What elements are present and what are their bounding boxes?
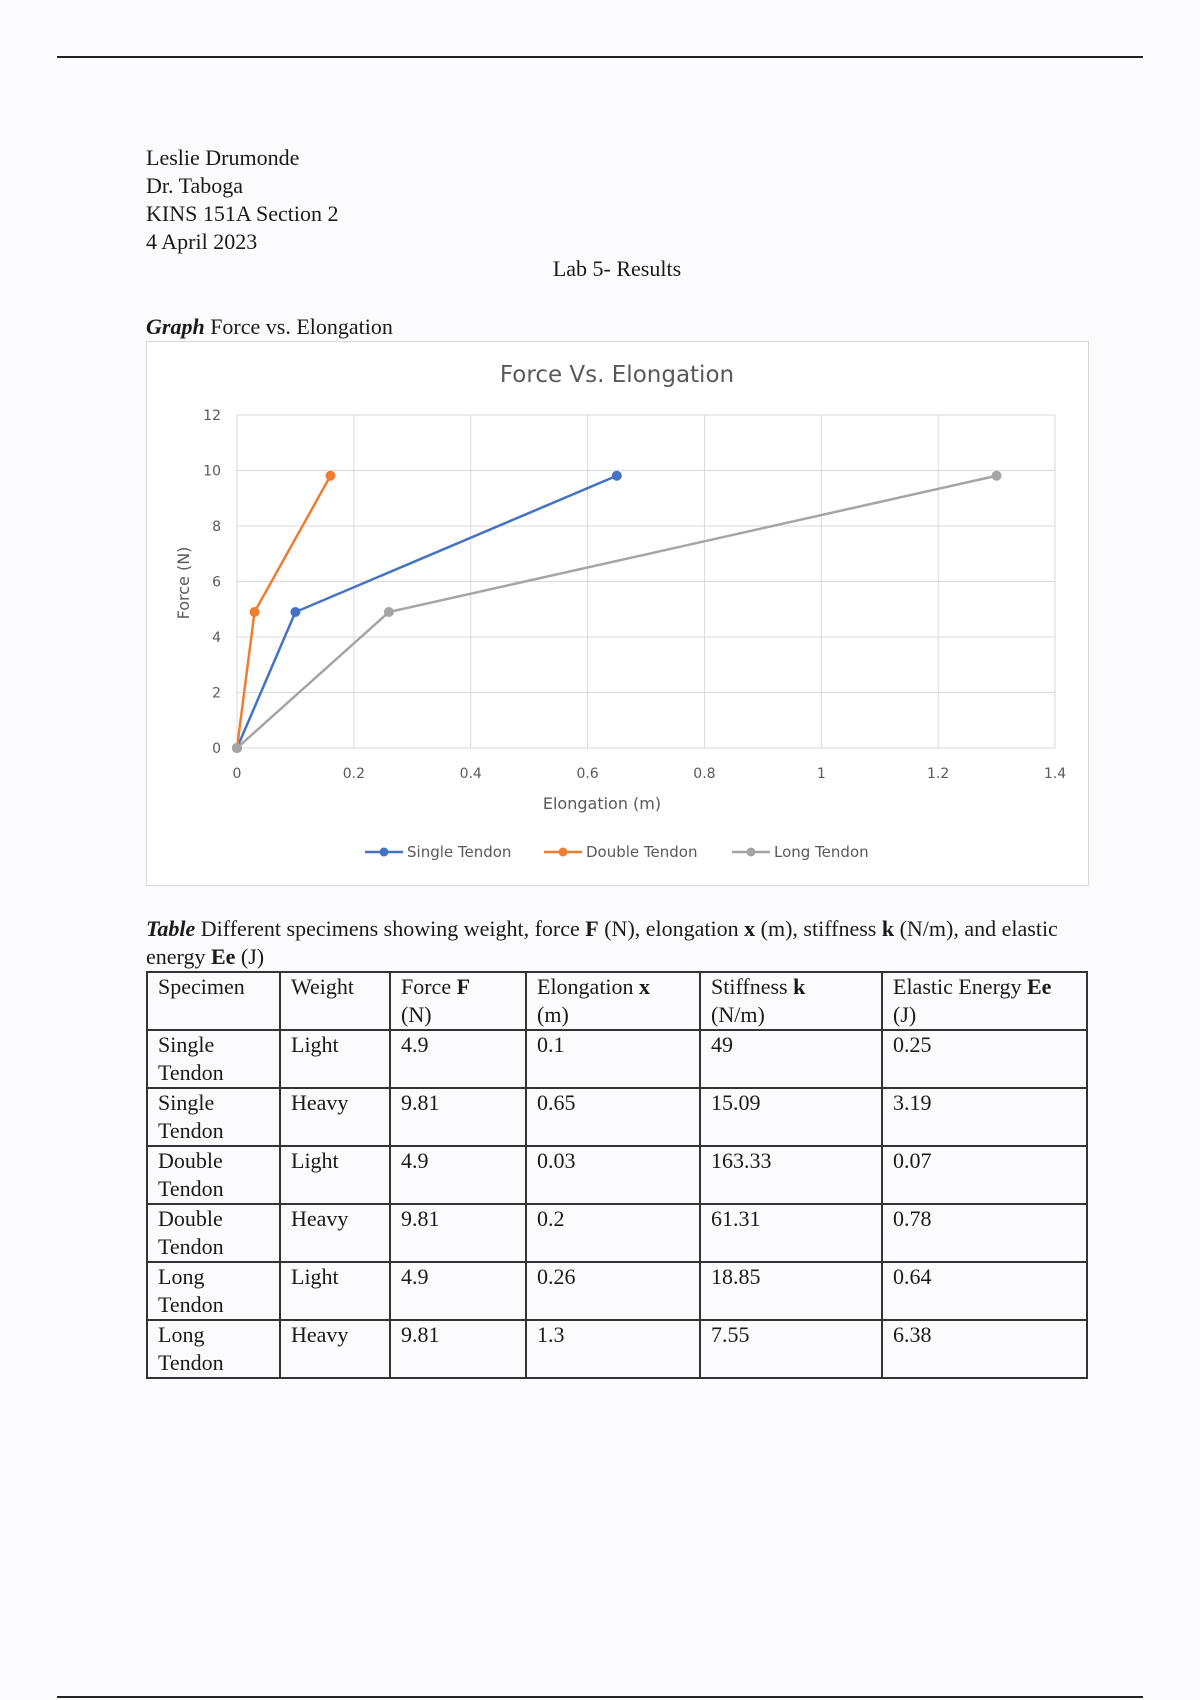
- table-caption-text: (m), stiffness: [760, 916, 877, 941]
- cell-elongation: 0.2: [526, 1204, 700, 1262]
- long-tendon-point: [992, 471, 1002, 481]
- y-tick-label: 2: [212, 685, 221, 702]
- header-elongation: Elongation x (m): [526, 972, 700, 1030]
- cell-force: 9.81: [390, 1204, 526, 1262]
- y-tick-label: 10: [203, 463, 221, 480]
- x-tick-label: 0.4: [459, 766, 482, 782]
- table-row: [147, 1030, 1087, 1088]
- top-rule: [57, 56, 1143, 58]
- document-date: 4 April 2023: [146, 229, 258, 254]
- course-name: KINS 151A Section 2: [146, 201, 339, 226]
- chart-container: [146, 341, 1089, 886]
- x-tick-label: 1.2: [927, 766, 950, 782]
- table-caption-text: Different specimens showing weight, force: [200, 916, 580, 941]
- single-tendon-legend-marker: [380, 848, 389, 857]
- cell-stiffness: 18.85: [700, 1262, 882, 1320]
- cell-specimen: Long Tendon: [147, 1262, 280, 1320]
- y-tick-labels: [203, 408, 221, 757]
- y-tick-label: 12: [203, 408, 221, 424]
- single-tendon-legend-label: Single Tendon: [407, 843, 512, 861]
- table-caption-elongation-symbol: x: [744, 916, 756, 941]
- cell-weight: Light: [280, 1030, 390, 1088]
- table-caption-text: (N/m), and elastic energy: [146, 916, 1058, 969]
- cell-force: 4.9: [390, 1146, 526, 1204]
- header-elastic-energy: Elastic Energy Ee (J): [882, 972, 1087, 1030]
- y-tick-label: 4: [212, 630, 221, 646]
- table-header-row: [147, 972, 1087, 1030]
- y-tick-label: 0: [212, 741, 221, 757]
- x-tick-label: 1: [816, 766, 826, 782]
- cell-elongation: 0.03: [526, 1146, 700, 1204]
- long-tendon-point: [384, 607, 394, 617]
- cell-specimen: Single Tendon: [147, 1088, 280, 1146]
- x-tick-label: 0.2: [342, 766, 365, 782]
- x-axis-label: Elongation (m): [542, 794, 662, 813]
- chart-legend: [365, 843, 869, 861]
- cell-elongation: 1.3: [526, 1320, 700, 1378]
- x-tick-label: 0.8: [693, 766, 716, 782]
- force-elongation-chart: [147, 342, 1088, 885]
- single-tendon-point: [290, 607, 300, 617]
- table-row: [147, 1262, 1087, 1320]
- cell-weight: Light: [280, 1146, 390, 1204]
- x-tick-label: 1.4: [1043, 766, 1067, 782]
- table-caption-text: (J): [240, 944, 265, 969]
- document-title: Lab 5- Results: [552, 256, 682, 281]
- table-row: [147, 1320, 1087, 1378]
- cell-force: 4.9: [390, 1030, 526, 1088]
- double-tendon-point: [325, 471, 335, 481]
- cell-elastic-energy: 6.38: [882, 1320, 1087, 1378]
- author-name: Leslie Drumonde: [146, 145, 300, 170]
- cell-stiffness: 49: [700, 1030, 882, 1088]
- cell-elastic-energy: 0.25: [882, 1030, 1087, 1088]
- table-caption-energy-symbol: Ee: [210, 944, 236, 969]
- chart-grid: [237, 415, 1055, 748]
- cell-elastic-energy: 0.78: [882, 1204, 1087, 1262]
- document-header: [146, 144, 339, 256]
- cell-weight: Heavy: [280, 1320, 390, 1378]
- table-row: [147, 1088, 1087, 1146]
- cell-force: 9.81: [390, 1088, 526, 1146]
- cell-stiffness: 15.09: [700, 1088, 882, 1146]
- x-tick-labels: [233, 766, 1067, 782]
- long-tendon-line: [237, 476, 997, 748]
- long-tendon-legend-label: Long Tendon: [774, 843, 869, 861]
- y-axis-label: Force (N): [174, 546, 193, 620]
- cell-specimen: Long Tendon: [147, 1320, 280, 1378]
- table-caption-force-symbol: F: [585, 916, 599, 941]
- cell-weight: Heavy: [280, 1088, 390, 1146]
- graph-caption-text: Force vs. Elongation: [210, 314, 393, 339]
- header-stiffness: Stiffness k (N/m): [700, 972, 882, 1030]
- cell-elongation: 0.65: [526, 1088, 700, 1146]
- y-tick-label: 8: [212, 519, 221, 535]
- header-force: Force F (N): [390, 972, 526, 1030]
- cell-weight: Light: [280, 1262, 390, 1320]
- y-tick-label: 6: [212, 574, 221, 591]
- cell-elastic-energy: 0.64: [882, 1262, 1087, 1320]
- table-caption-stiffness-symbol: k: [881, 916, 895, 941]
- x-tick-label: 0.6: [576, 766, 599, 782]
- table-row: [147, 1146, 1087, 1204]
- chart-title: Force Vs. Elongation: [499, 362, 735, 388]
- cell-elastic-energy: 0.07: [882, 1146, 1087, 1204]
- single-tendon-point: [612, 471, 622, 481]
- header-weight: Weight: [280, 972, 390, 1030]
- cell-elastic-energy: 3.19: [882, 1088, 1087, 1146]
- double-tendon-legend-label: Double Tendon: [586, 843, 698, 861]
- instructor-name: Dr. Taboga: [146, 173, 244, 198]
- chart-series: [232, 471, 1002, 753]
- cell-elongation: 0.1: [526, 1030, 700, 1088]
- double-tendon-legend-marker: [559, 848, 568, 857]
- header-specimen: Specimen: [147, 972, 280, 1030]
- cell-stiffness: 7.55: [700, 1320, 882, 1378]
- table-caption-lead: Table: [146, 916, 196, 941]
- results-table: [146, 971, 1088, 1379]
- long-tendon-point: [232, 743, 242, 753]
- cell-elongation: 0.26: [526, 1262, 700, 1320]
- cell-stiffness: 163.33: [700, 1146, 882, 1204]
- cell-specimen: Double Tendon: [147, 1204, 280, 1262]
- cell-specimen: Single Tendon: [147, 1030, 280, 1088]
- bottom-rule: [57, 1696, 1143, 1698]
- graph-caption-lead: Graph: [146, 314, 205, 339]
- x-tick-label: 0: [232, 766, 242, 782]
- table-caption: [146, 915, 1096, 971]
- cell-force: 9.81: [390, 1320, 526, 1378]
- cell-stiffness: 61.31: [700, 1204, 882, 1262]
- double-tendon-point: [250, 607, 260, 617]
- table-caption-text: (N), elongation: [604, 916, 739, 941]
- cell-specimen: Double Tendon: [147, 1146, 280, 1204]
- table-row: [147, 1204, 1087, 1262]
- long-tendon-legend-marker: [747, 848, 756, 857]
- graph-caption: [146, 313, 393, 341]
- cell-force: 4.9: [390, 1262, 526, 1320]
- cell-weight: Heavy: [280, 1204, 390, 1262]
